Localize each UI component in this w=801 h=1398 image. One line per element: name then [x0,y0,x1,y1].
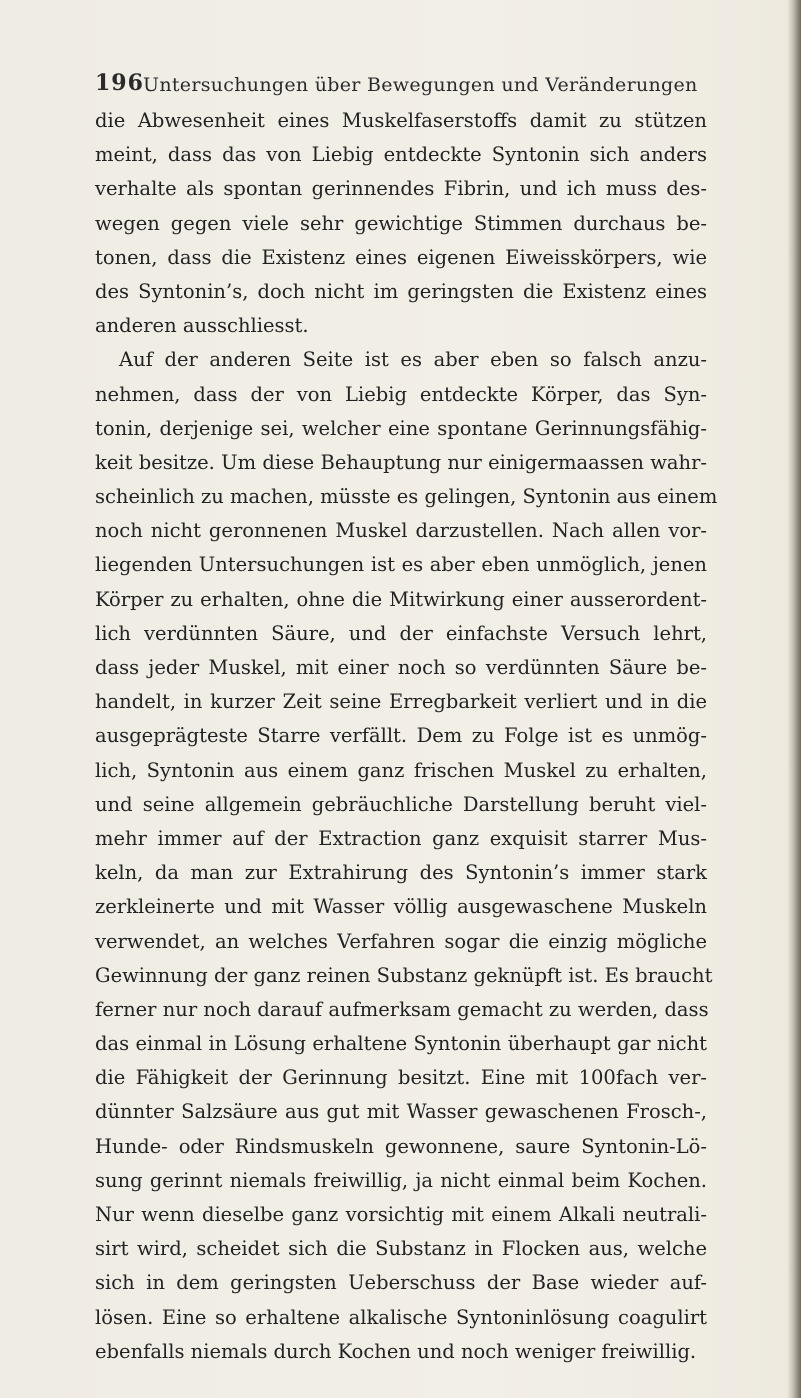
text-line: Hunde- oder Rindsmuskeln gewonnene, saure Syntonin-Lö- [95,1134,707,1158]
text-line: Nur wenn dieselbe ganz vorsichtig mit einem Alkali neutrali- [95,1203,707,1226]
text-line: und seine allgemein gebräuchliche Darstellung beruht viel- [95,792,707,816]
running-title: Untersuchungen über Bewegungen und Veränderungen [143,74,698,96]
text-line: des Syntonin’s, doch nicht im geringsten die Existenz eines [95,279,707,303]
text-line: wegen gegen viele sehr gewichtige Stimmen durchaus be- [95,211,707,235]
text-line: keit besitze. Um diese Behauptung nur einigermaassen wahr- [95,450,707,474]
text-line: dünnter Salzsäure aus gut mit Wasser gewaschenen Frosch-, [95,1100,707,1124]
text-line: verhalte als spontan gerinnendes Fibrin, und ich muss des- [95,177,707,201]
text-line: meint, dass das von Liebig entdeckte Syntonin sich anders [95,143,707,167]
text-line: Gewinnung der ganz reinen Substanz geknüpft ist. Es braucht [95,963,713,987]
text-line: ferner nur noch darauf aufmerksam gemacht zu werden, dass [95,997,709,1021]
text-line: sirt wird, scheidet sich die Substanz in Flocken aus, welche [95,1237,707,1261]
text-line: die Abwesenheit eines Muskelfaserstoffs damit zu stützen [95,109,707,132]
text-line: verwendet, an welches Verfahren sogar die einzig mögliche [95,929,707,953]
text-line: die Fähigkeit der Gerinnung besitzt. Eine mit 100fach ver- [95,1066,707,1090]
text-line: sung gerinnt niemals freiwillig, ja nicht einmal beim Kochen. [95,1168,707,1192]
body-text [95,104,718,1369]
text-line: mehr immer auf der Extraction ganz exquisit starrer Mus- [95,826,707,850]
paragraph-start-line: Auf der anderen Seite ist es aber eben so falsch anzu- [119,348,707,372]
text-line: handelt, in kurzer Zeit seine Erregbarkeit verliert und in die [95,690,707,714]
text-line: dass jeder Muskel, mit einer noch so verdünnten Säure be- [95,656,707,679]
text-line: lich verdünnten Säure, und der einfachste Versuch lehrt, [95,621,707,645]
text-line: lösen. Eine so erhaltene alkalische Syntoninlösung coagulirt [95,1305,707,1329]
text-line: noch nicht geronnenen Muskel darzustellen. Nach allen vor- [95,519,707,543]
text-line: das einmal in Lösung erhaltene Syntonin überhaupt gar nicht [95,1032,707,1056]
text-line: Körper zu erhalten, ohne die Mitwirkung einer ausserordent- [95,587,707,611]
text-line: liegenden Untersuchungen ist es aber eben unmöglich, jenen [95,553,707,577]
text-line: tonen, dass die Existenz eines eigenen Eiweisskörpers, wie [95,245,707,269]
text-line: lich, Syntonin aus einem ganz frischen Muskel zu erhalten, [95,758,707,782]
text-line: zerkleinerte und mit Wasser völlig ausgewaschene Muskeln [95,895,707,919]
page-edge-shadow [787,0,801,1398]
text-line: ausgeprägteste Starre verfällt. Dem zu Folge ist es unmög- [95,724,707,748]
text-line: keln, da man zur Extrahirung des Syntonin’s immer stark [95,861,707,885]
text-line: ebenfalls niemals durch Kochen und noch weniger freiwillig. [95,1339,697,1363]
text-line: tonin, derjenige sei, welcher eine spontane Gerinnungsfähig- [95,416,707,440]
text-line: scheinlich zu machen, müsste es gelingen, Syntonin aus einem [95,485,718,509]
page-header [95,68,715,100]
text-line: nehmen, dass der von Liebig entdeckte Körper, das Syn- [95,382,707,406]
text-line: anderen ausschliesst. [95,314,309,338]
page-number: 196 [95,70,144,96]
text-line: sich in dem geringsten Ueberschuss der Base wieder auf- [95,1271,707,1295]
